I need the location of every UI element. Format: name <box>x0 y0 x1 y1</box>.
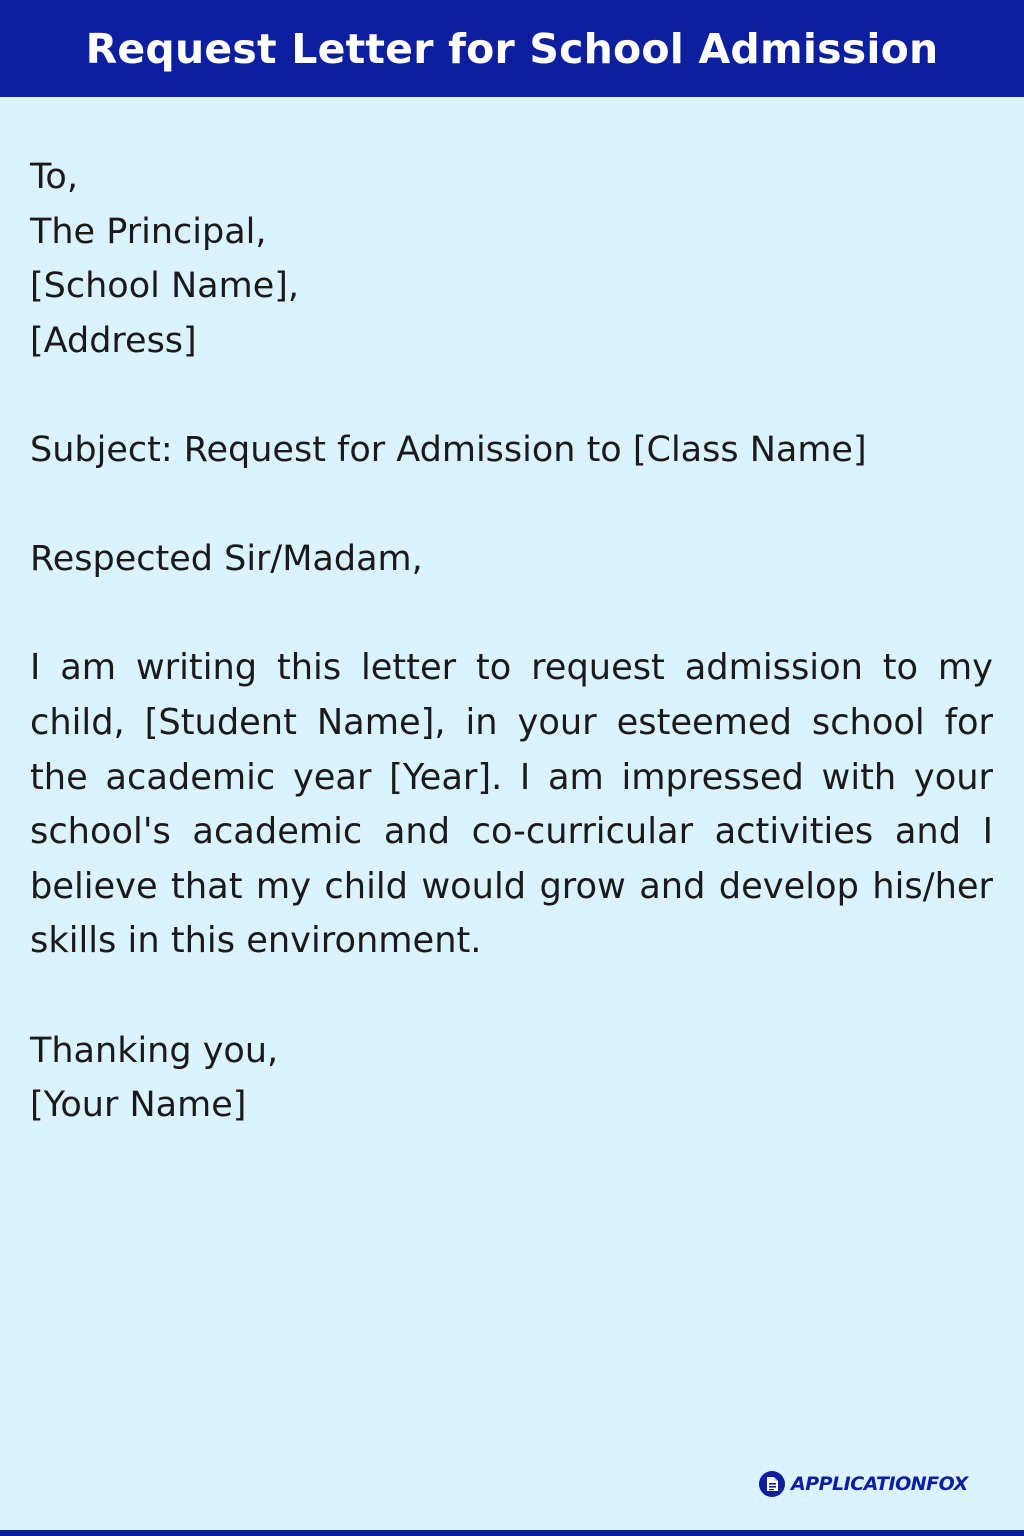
letter-body <box>30 150 993 1133</box>
document-icon <box>758 1470 786 1498</box>
spacer <box>30 478 993 533</box>
page-title: Request Letter for School Admission <box>85 24 939 73</box>
letter-closing: Thanking you, <box>30 1030 279 1071</box>
spacer <box>30 969 993 1024</box>
spacer <box>30 587 993 642</box>
footer-bar <box>0 1530 1024 1536</box>
letter-address: [Address] <box>30 320 197 361</box>
letter-to: To, <box>30 157 78 197</box>
brand-logo <box>758 1468 968 1500</box>
header-bar <box>0 0 1024 97</box>
letter-paragraph: I am writing this letter to request admission to my child, [Student Name], in your esteemed school for the academic year [Year]. I am impressed with your school's academic and co-curricular activities and I believe that my child would grow and develop his/her skills in this environment. <box>30 647 993 962</box>
letter-subject: Subject: Request for Admission to [Class Name] <box>30 429 867 470</box>
letter-recipient: The Principal, <box>30 211 267 252</box>
letter-school: [School Name], <box>30 266 300 307</box>
spacer <box>30 368 993 423</box>
brand-logo-text: APPLICATIONFOX <box>791 1473 968 1495</box>
letter-salutation: Respected Sir/Madam, <box>30 539 423 580</box>
letter-signature: [Your Name] <box>30 1085 247 1126</box>
